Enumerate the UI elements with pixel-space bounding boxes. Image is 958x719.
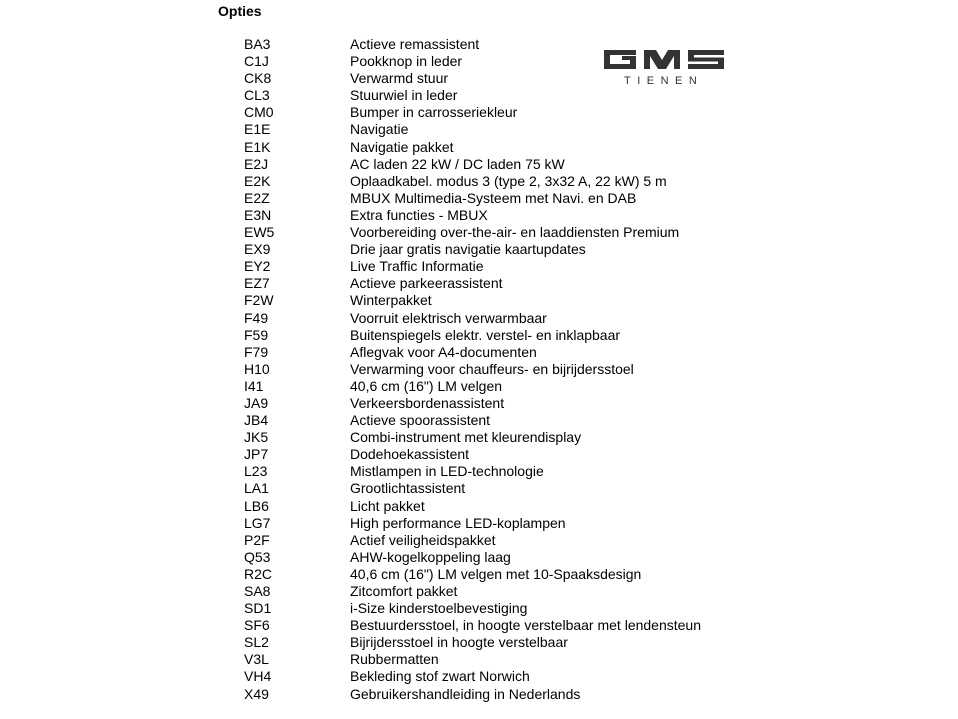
- option-code: BA3: [244, 36, 271, 52]
- option-code: Q53: [244, 548, 271, 565]
- option-description: AHW-kogelkoppeling laag: [350, 548, 511, 565]
- option-code: SL2: [244, 634, 269, 651]
- option-description: Actieve parkeerassistent: [350, 275, 503, 292]
- option-code: CK8: [244, 70, 272, 87]
- option-code: JP7: [244, 446, 269, 463]
- option-description: MBUX Multimedia-Systeem met Navi. en DAB: [350, 189, 637, 206]
- option-code: VH4: [244, 668, 272, 685]
- option-description: Navigatie: [350, 121, 409, 138]
- option-code: CM0: [244, 104, 274, 121]
- option-code: JK5: [244, 429, 269, 446]
- option-code: F79: [244, 343, 269, 360]
- option-description: Combi-instrument met kleurendisplay: [350, 429, 582, 446]
- option-code: LA1: [244, 480, 269, 497]
- option-description: Gebruikershandleiding in Nederlands: [350, 685, 581, 702]
- option-description: AC laden 22 kW / DC laden 75 kW: [350, 155, 565, 172]
- option-code: P2F: [244, 531, 270, 548]
- option-code: L23: [244, 463, 268, 480]
- option-description: Verwarmd stuur: [350, 70, 449, 87]
- option-description: Actief veiligheidspakket: [350, 531, 496, 548]
- gms-tienen-logo: [600, 44, 730, 88]
- option-code: E1E: [244, 121, 271, 138]
- option-description: Voorruit elektrisch verwarmbaar: [350, 309, 547, 326]
- option-description: Actieve spoorassistent: [350, 412, 491, 429]
- option-description: Extra functies - MBUX: [350, 206, 488, 223]
- option-description: Licht pakket: [350, 497, 425, 514]
- option-code: SD1: [244, 600, 272, 617]
- option-code: C1J: [244, 53, 269, 70]
- option-code: LG7: [244, 514, 271, 531]
- option-description: 40,6 cm (16") LM velgen: [350, 377, 503, 394]
- option-description: Bestuurdersstoel, in hoogte verstelbaar met lendensteun: [350, 617, 701, 634]
- option-description: Dodehoekassistent: [350, 446, 470, 463]
- option-code: F49: [244, 309, 269, 326]
- option-code: EZ7: [244, 275, 270, 292]
- option-code: E2J: [244, 155, 269, 172]
- option-description: Bekleding stof zwart Norwich: [350, 668, 530, 685]
- option-code: JB4: [244, 412, 269, 429]
- option-description: 40,6 cm (16") LM velgen met 10-Spaaksdesign: [350, 565, 642, 582]
- option-description: Drie jaar gratis navigatie kaartupdates: [350, 241, 586, 258]
- option-code: F59: [244, 326, 269, 343]
- option-description: Aflegvak voor A4-documenten: [350, 343, 537, 360]
- option-description: Rubbermatten: [350, 651, 439, 668]
- option-code: EX9: [244, 241, 271, 258]
- option-code: R2C: [244, 565, 273, 582]
- option-description: Actieve remassistent: [350, 36, 480, 52]
- logo-brand-letters: [604, 50, 724, 69]
- option-description: Zitcomfort pakket: [350, 583, 458, 599]
- option-code: I41: [244, 377, 264, 394]
- option-description: Oplaadkabel. modus 3 (type 2, 3x32 A, 22 kW) 5 m: [350, 172, 667, 189]
- option-code: SA8: [244, 583, 271, 599]
- option-code: E1K: [244, 138, 271, 155]
- option-description: Navigatie pakket: [350, 138, 454, 155]
- option-code: JA9: [244, 394, 269, 411]
- option-description: Stuurwiel in leder: [350, 87, 458, 104]
- option-description: Mistlampen in LED-technologie: [350, 463, 544, 480]
- option-code: X49: [244, 685, 269, 702]
- option-code: LB6: [244, 497, 269, 514]
- option-description: Voorbereiding over-the-air- en laaddiensten Premium: [350, 224, 680, 241]
- option-code: E2K: [244, 172, 271, 189]
- option-code: E3N: [244, 206, 272, 223]
- option-description: i-Size kinderstoelbevestiging: [350, 600, 528, 617]
- option-description: High performance LED-koplampen: [350, 514, 566, 531]
- logo-location-text: [624, 75, 703, 87]
- option-code: EW5: [244, 224, 275, 241]
- option-code: F2W: [244, 292, 274, 309]
- option-description: Verwarming voor chauffeurs- en bijrijdersstoel: [350, 360, 634, 377]
- option-code: V3L: [244, 651, 269, 668]
- page-title: Opties: [218, 3, 262, 19]
- option-description: Pookknop in leder: [350, 53, 463, 70]
- option-description: Bumper in carrosseriekleur: [350, 104, 518, 121]
- option-code: CL3: [244, 87, 270, 104]
- option-code: SF6: [244, 617, 270, 634]
- svg-text:TIENEN: TIENEN: [624, 75, 704, 87]
- option-description: Live Traffic Informatie: [350, 258, 484, 275]
- option-description: Verkeersbordenassistent: [350, 394, 505, 411]
- option-code: H10: [244, 360, 270, 377]
- option-code: E2Z: [244, 189, 270, 206]
- option-description: Bijrijdersstoel in hoogte verstelbaar: [350, 634, 568, 651]
- option-description: Winterpakket: [350, 292, 432, 309]
- option-description: Buitenspiegels elektr. verstel- en inklapbaar: [350, 326, 621, 343]
- option-description: Grootlichtassistent: [350, 480, 466, 497]
- option-code: EY2: [244, 258, 271, 275]
